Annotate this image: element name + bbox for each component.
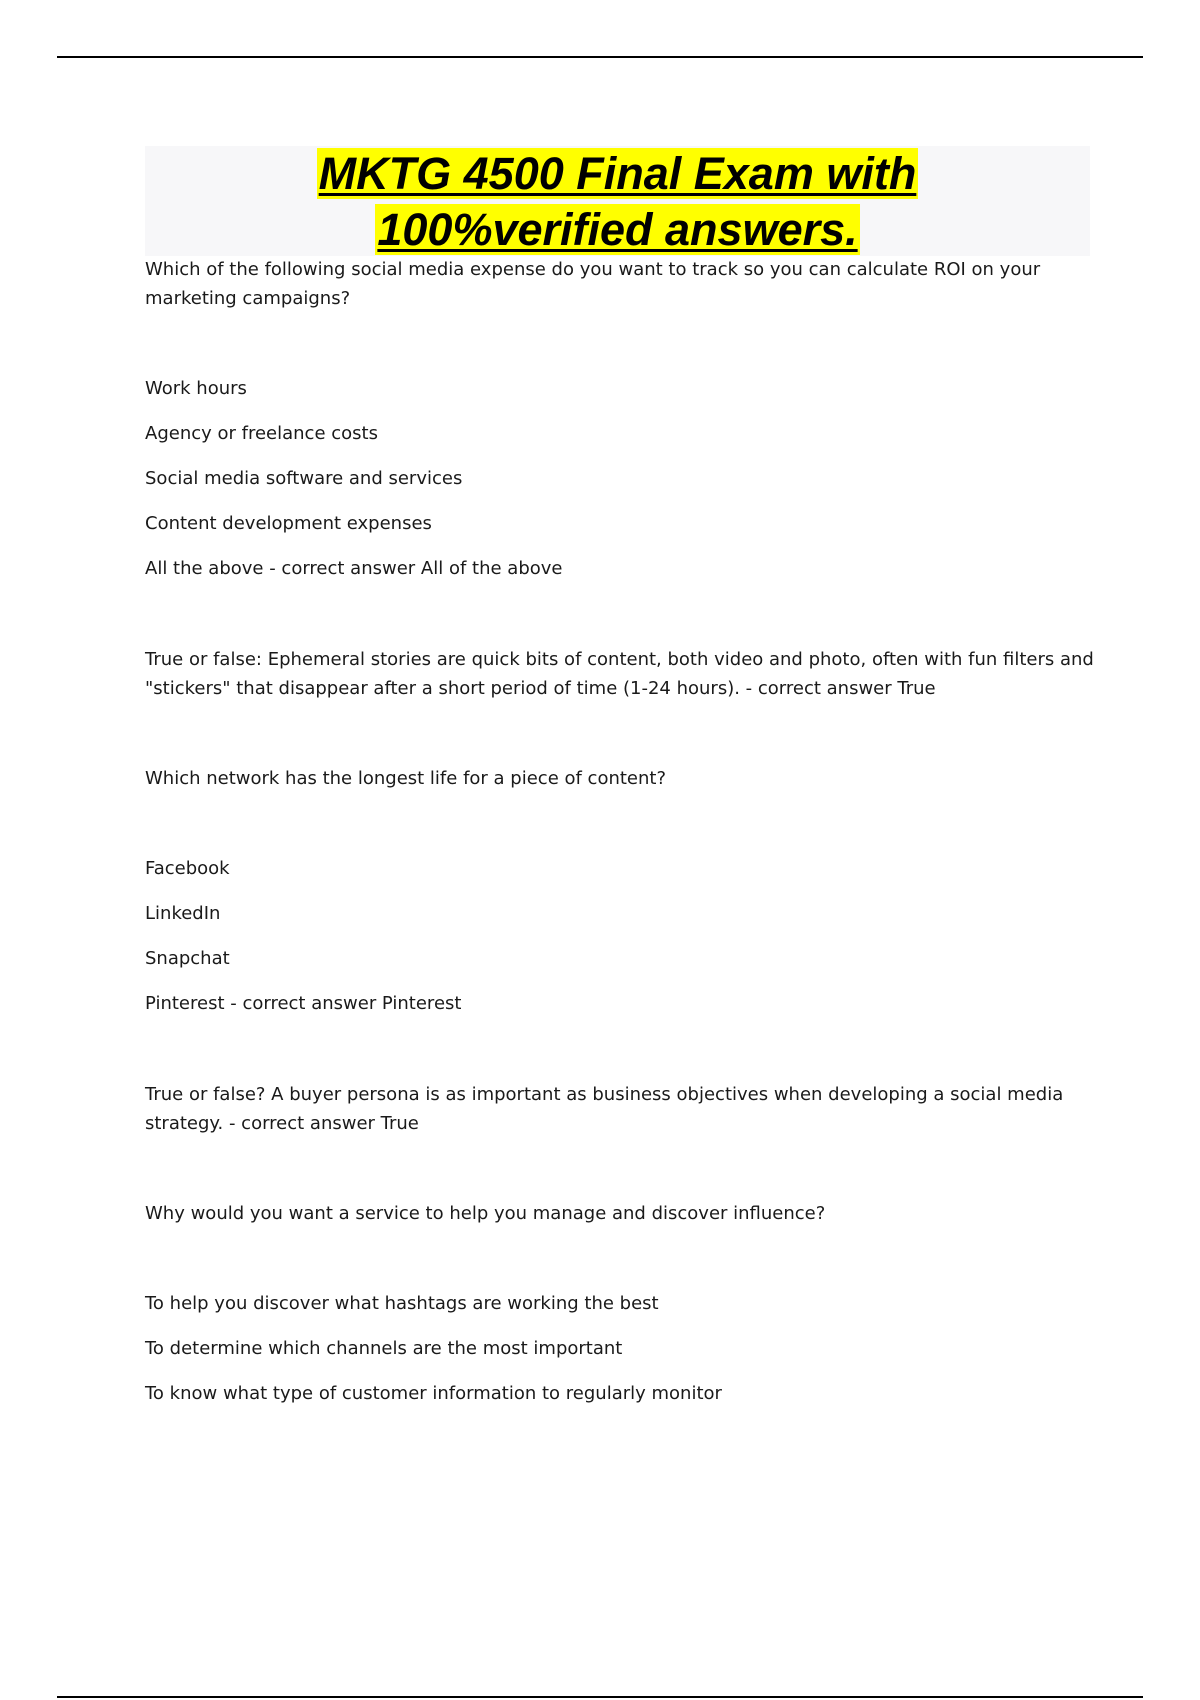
answer-option: All the above - correct answer All of the above bbox=[145, 558, 563, 579]
title-highlight-2: 100%verified answers. bbox=[377, 204, 858, 255]
answer-option: To determine which channels are the most important bbox=[145, 1338, 623, 1359]
question-block-5 bbox=[145, 1199, 1095, 1408]
document-title-line-1 bbox=[145, 146, 1090, 202]
answer-option: Content development expenses bbox=[145, 513, 432, 534]
question-block-1 bbox=[145, 255, 1095, 583]
question-text: Which network has the longest life for a piece of content? bbox=[145, 768, 667, 789]
question-text: Which of the following social media expense do you want to track so you can calculate ROI on your marketing campaigns? bbox=[145, 259, 1041, 309]
answer-option: Social media software and services bbox=[145, 468, 463, 489]
question-block-4 bbox=[145, 1080, 1095, 1138]
answer-option: Snapchat bbox=[145, 948, 230, 969]
answer-option: Facebook bbox=[145, 858, 230, 879]
question-block-2 bbox=[145, 645, 1095, 703]
answer-option: Work hours bbox=[145, 378, 247, 399]
answer-option: Pinterest - correct answer Pinterest bbox=[145, 993, 462, 1014]
document-body bbox=[145, 255, 1095, 1408]
question-text: True or false: Ephemeral stories are quick bits of content, both video and photo, often with fun filters and "stickers" that disappear after a short period of time (1-24 hours). - correct answer True bbox=[145, 649, 1094, 699]
answer-option: To know what type of customer information to regularly monitor bbox=[145, 1383, 722, 1404]
footer-rule bbox=[57, 1696, 1143, 1698]
document-title-block bbox=[145, 146, 1090, 256]
answer-option: Agency or freelance costs bbox=[145, 423, 378, 444]
question-block-3 bbox=[145, 764, 1095, 1018]
header-rule bbox=[57, 56, 1143, 58]
question-text: Why would you want a service to help you manage and discover influence? bbox=[145, 1203, 826, 1224]
answer-option: LinkedIn bbox=[145, 903, 221, 924]
title-highlight-1: MKTG 4500 Final Exam with bbox=[318, 148, 917, 199]
document-title-line-2 bbox=[145, 202, 1090, 258]
answer-option: To help you discover what hashtags are working the best bbox=[145, 1293, 659, 1314]
question-text: True or false? A buyer persona is as important as business objectives when developing a social media strategy. - correct answer True bbox=[145, 1084, 1064, 1134]
